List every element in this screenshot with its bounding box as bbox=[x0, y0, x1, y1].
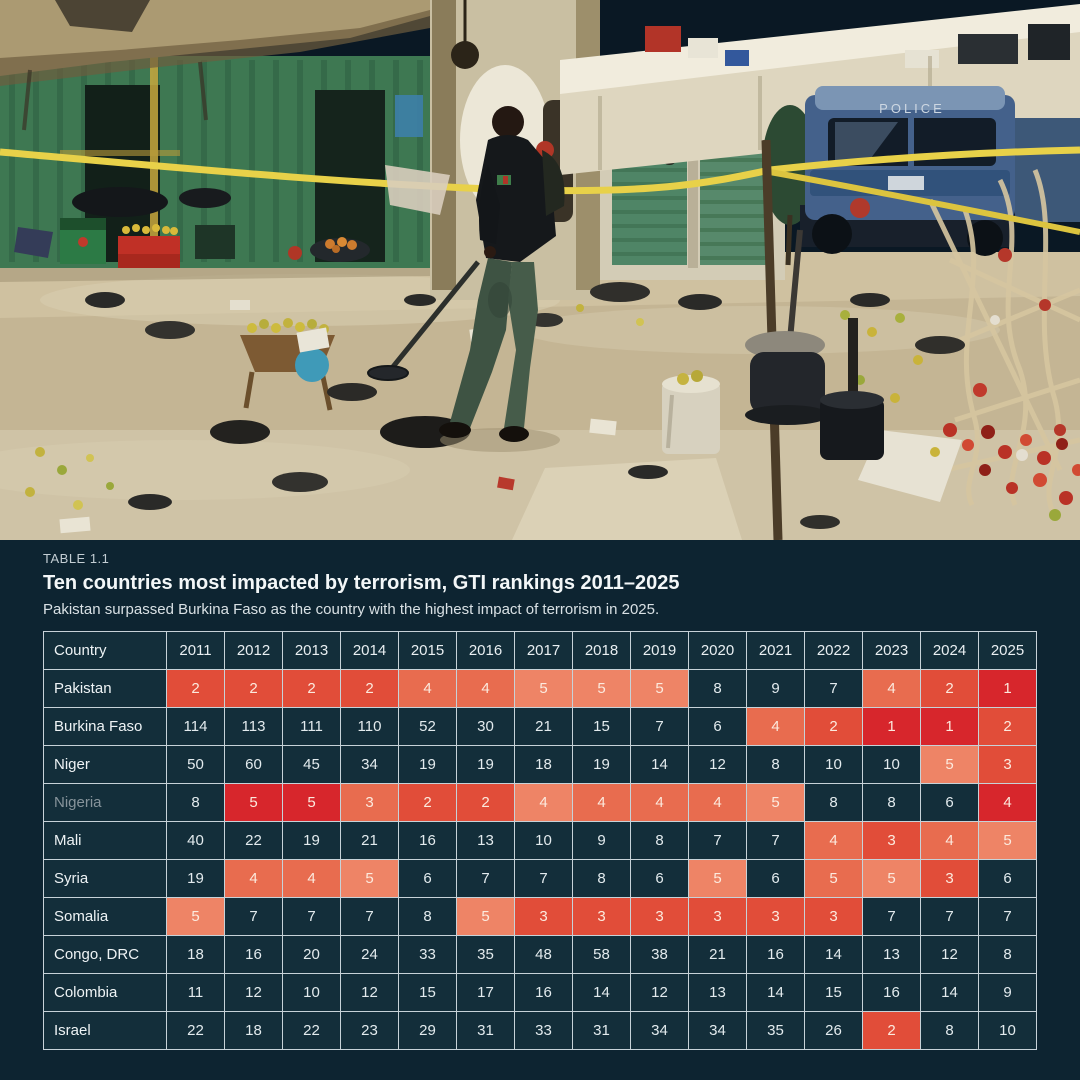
rank-cell: 13 bbox=[457, 822, 515, 860]
country-cell: Syria bbox=[44, 860, 167, 898]
rank-cell: 8 bbox=[747, 746, 805, 784]
rank-cell: 10 bbox=[515, 822, 573, 860]
rank-cell: 17 bbox=[457, 974, 515, 1012]
rank-cell: 15 bbox=[805, 974, 863, 1012]
rank-cell: 1 bbox=[979, 670, 1037, 708]
rank-cell: 21 bbox=[341, 822, 399, 860]
rank-cell: 8 bbox=[167, 784, 225, 822]
table-row bbox=[44, 708, 1037, 746]
rank-cell: 5 bbox=[805, 860, 863, 898]
rank-cell: 4 bbox=[283, 860, 341, 898]
rank-cell: 13 bbox=[863, 936, 921, 974]
rank-cell: 5 bbox=[515, 670, 573, 708]
year-column-header: 2020 bbox=[689, 632, 747, 670]
rank-cell: 9 bbox=[747, 670, 805, 708]
rank-cell: 14 bbox=[631, 746, 689, 784]
rank-cell: 33 bbox=[399, 936, 457, 974]
rank-cell: 33 bbox=[515, 1012, 573, 1050]
rank-cell: 8 bbox=[689, 670, 747, 708]
rank-cell: 8 bbox=[979, 936, 1037, 974]
rank-cell: 1 bbox=[863, 708, 921, 746]
rank-cell: 31 bbox=[457, 1012, 515, 1050]
table-row bbox=[44, 898, 1037, 936]
rank-cell: 19 bbox=[167, 860, 225, 898]
country-cell: Mali bbox=[44, 822, 167, 860]
rank-cell: 35 bbox=[457, 936, 515, 974]
rank-cell: 3 bbox=[341, 784, 399, 822]
rank-cell: 3 bbox=[979, 746, 1037, 784]
rank-cell: 3 bbox=[689, 898, 747, 936]
rank-cell: 34 bbox=[341, 746, 399, 784]
rank-cell: 4 bbox=[225, 860, 283, 898]
year-column-header: 2015 bbox=[399, 632, 457, 670]
rank-cell: 22 bbox=[225, 822, 283, 860]
rank-cell: 22 bbox=[167, 1012, 225, 1050]
table-row bbox=[44, 784, 1037, 822]
rank-cell: 8 bbox=[863, 784, 921, 822]
rank-cell: 2 bbox=[341, 670, 399, 708]
table-row bbox=[44, 1012, 1037, 1050]
year-column-header: 2011 bbox=[167, 632, 225, 670]
rank-cell: 7 bbox=[283, 898, 341, 936]
table-panel bbox=[0, 540, 1080, 1080]
rank-cell: 2 bbox=[921, 670, 979, 708]
table-row bbox=[44, 670, 1037, 708]
rank-cell: 4 bbox=[805, 822, 863, 860]
rank-cell: 2 bbox=[863, 1012, 921, 1050]
rank-cell: 11 bbox=[167, 974, 225, 1012]
rank-cell: 16 bbox=[515, 974, 573, 1012]
rank-cell: 111 bbox=[283, 708, 341, 746]
rank-cell: 16 bbox=[225, 936, 283, 974]
rank-cell: 5 bbox=[689, 860, 747, 898]
rank-cell: 7 bbox=[515, 860, 573, 898]
country-column-header: Country bbox=[44, 632, 167, 670]
rank-cell: 2 bbox=[805, 708, 863, 746]
rank-cell: 3 bbox=[515, 898, 573, 936]
rank-cell: 7 bbox=[631, 708, 689, 746]
rank-cell: 38 bbox=[631, 936, 689, 974]
rank-cell: 7 bbox=[457, 860, 515, 898]
rank-cell: 3 bbox=[863, 822, 921, 860]
year-column-header: 2023 bbox=[863, 632, 921, 670]
rankings-table bbox=[43, 631, 1037, 1050]
rank-cell: 8 bbox=[805, 784, 863, 822]
rank-cell: 7 bbox=[341, 898, 399, 936]
rank-cell: 3 bbox=[921, 860, 979, 898]
rank-cell: 4 bbox=[399, 670, 457, 708]
rank-cell: 19 bbox=[573, 746, 631, 784]
rank-cell: 21 bbox=[689, 936, 747, 974]
rank-cell: 18 bbox=[225, 1012, 283, 1050]
rank-cell: 6 bbox=[921, 784, 979, 822]
rank-cell: 10 bbox=[283, 974, 341, 1012]
rank-cell: 5 bbox=[283, 784, 341, 822]
rank-cell: 18 bbox=[515, 746, 573, 784]
year-column-header: 2024 bbox=[921, 632, 979, 670]
rank-cell: 114 bbox=[167, 708, 225, 746]
country-cell: Burkina Faso bbox=[44, 708, 167, 746]
rank-cell: 29 bbox=[399, 1012, 457, 1050]
police-truck-label: POLICE bbox=[879, 101, 945, 116]
rank-cell: 1 bbox=[921, 708, 979, 746]
page-subtitle: Pakistan surpassed Burkina Faso as the country with the highest impact of terrorism in 2025. bbox=[43, 601, 660, 618]
rank-cell: 5 bbox=[225, 784, 283, 822]
rank-cell: 20 bbox=[283, 936, 341, 974]
rank-cell: 7 bbox=[921, 898, 979, 936]
rank-cell: 4 bbox=[921, 822, 979, 860]
rank-cell: 6 bbox=[979, 860, 1037, 898]
rank-cell: 8 bbox=[631, 822, 689, 860]
table-row bbox=[44, 860, 1037, 898]
rank-cell: 4 bbox=[979, 784, 1037, 822]
rank-cell: 9 bbox=[573, 822, 631, 860]
rank-cell: 14 bbox=[573, 974, 631, 1012]
rank-cell: 14 bbox=[805, 936, 863, 974]
year-column-header: 2012 bbox=[225, 632, 283, 670]
rank-cell: 5 bbox=[979, 822, 1037, 860]
year-column-header: 2025 bbox=[979, 632, 1037, 670]
rank-cell: 5 bbox=[167, 898, 225, 936]
rank-cell: 7 bbox=[863, 898, 921, 936]
rank-cell: 7 bbox=[225, 898, 283, 936]
page-title: Ten countries most impacted by terrorism, GTI rankings 2011–2025 bbox=[43, 572, 680, 594]
rank-cell: 5 bbox=[747, 784, 805, 822]
rank-cell: 40 bbox=[167, 822, 225, 860]
rank-cell: 35 bbox=[747, 1012, 805, 1050]
rank-cell: 50 bbox=[167, 746, 225, 784]
rank-cell: 4 bbox=[457, 670, 515, 708]
rank-cell: 110 bbox=[341, 708, 399, 746]
rank-cell: 4 bbox=[689, 784, 747, 822]
rank-cell: 3 bbox=[631, 898, 689, 936]
rank-cell: 7 bbox=[689, 822, 747, 860]
rank-cell: 6 bbox=[631, 860, 689, 898]
table-row bbox=[44, 822, 1037, 860]
rank-cell: 16 bbox=[863, 974, 921, 1012]
table-body bbox=[44, 670, 1037, 1050]
rank-cell: 15 bbox=[573, 708, 631, 746]
country-cell: Somalia bbox=[44, 898, 167, 936]
year-column-header: 2017 bbox=[515, 632, 573, 670]
country-cell: Nigeria bbox=[44, 784, 167, 822]
country-cell: Congo, DRC bbox=[44, 936, 167, 974]
rank-cell: 8 bbox=[399, 898, 457, 936]
rank-cell: 21 bbox=[515, 708, 573, 746]
table-row bbox=[44, 746, 1037, 784]
rank-cell: 31 bbox=[573, 1012, 631, 1050]
rank-cell: 2 bbox=[167, 670, 225, 708]
rank-cell: 7 bbox=[805, 670, 863, 708]
rank-cell: 60 bbox=[225, 746, 283, 784]
rank-cell: 15 bbox=[399, 974, 457, 1012]
rank-cell: 6 bbox=[747, 860, 805, 898]
rank-cell: 6 bbox=[399, 860, 457, 898]
country-cell: Niger bbox=[44, 746, 167, 784]
rank-cell: 10 bbox=[805, 746, 863, 784]
country-cell: Pakistan bbox=[44, 670, 167, 708]
rank-cell: 8 bbox=[573, 860, 631, 898]
rank-cell: 10 bbox=[863, 746, 921, 784]
country-cell: Colombia bbox=[44, 974, 167, 1012]
year-column-header: 2014 bbox=[341, 632, 399, 670]
rank-cell: 3 bbox=[747, 898, 805, 936]
rank-cell: 22 bbox=[283, 1012, 341, 1050]
rank-cell: 2 bbox=[979, 708, 1037, 746]
rank-cell: 3 bbox=[573, 898, 631, 936]
rank-cell: 14 bbox=[921, 974, 979, 1012]
rank-cell: 8 bbox=[921, 1012, 979, 1050]
rank-cell: 2 bbox=[283, 670, 341, 708]
year-column-header: 2022 bbox=[805, 632, 863, 670]
rank-cell: 45 bbox=[283, 746, 341, 784]
rank-cell: 16 bbox=[399, 822, 457, 860]
year-column-header: 2013 bbox=[283, 632, 341, 670]
year-column-header: 2021 bbox=[747, 632, 805, 670]
rank-cell: 2 bbox=[225, 670, 283, 708]
table-row bbox=[44, 974, 1037, 1012]
rank-cell: 26 bbox=[805, 1012, 863, 1050]
rank-cell: 5 bbox=[457, 898, 515, 936]
rank-cell: 7 bbox=[747, 822, 805, 860]
rank-cell: 4 bbox=[631, 784, 689, 822]
rank-cell: 48 bbox=[515, 936, 573, 974]
rank-cell: 5 bbox=[921, 746, 979, 784]
table-number: TABLE 1.1 bbox=[43, 551, 110, 566]
rank-cell: 23 bbox=[341, 1012, 399, 1050]
rank-cell: 5 bbox=[341, 860, 399, 898]
table-row bbox=[44, 936, 1037, 974]
year-column-header: 2018 bbox=[573, 632, 631, 670]
rank-cell: 5 bbox=[863, 860, 921, 898]
rank-cell: 4 bbox=[747, 708, 805, 746]
rank-cell: 14 bbox=[747, 974, 805, 1012]
rank-cell: 10 bbox=[979, 1012, 1037, 1050]
rank-cell: 34 bbox=[689, 1012, 747, 1050]
rank-cell: 19 bbox=[457, 746, 515, 784]
rank-cell: 13 bbox=[689, 974, 747, 1012]
table-header bbox=[44, 632, 1037, 670]
rank-cell: 3 bbox=[805, 898, 863, 936]
rank-cell: 19 bbox=[399, 746, 457, 784]
rank-cell: 34 bbox=[631, 1012, 689, 1050]
year-column-header: 2016 bbox=[457, 632, 515, 670]
rank-cell: 58 bbox=[573, 936, 631, 974]
rank-cell: 9 bbox=[979, 974, 1037, 1012]
rank-cell: 2 bbox=[457, 784, 515, 822]
header-row bbox=[44, 632, 1037, 670]
rank-cell: 2 bbox=[399, 784, 457, 822]
rank-cell: 12 bbox=[689, 746, 747, 784]
country-cell: Israel bbox=[44, 1012, 167, 1050]
rank-cell: 24 bbox=[341, 936, 399, 974]
rank-cell: 4 bbox=[573, 784, 631, 822]
rank-cell: 113 bbox=[225, 708, 283, 746]
rank-cell: 7 bbox=[979, 898, 1037, 936]
rank-cell: 4 bbox=[863, 670, 921, 708]
rank-cell: 12 bbox=[341, 974, 399, 1012]
rank-cell: 19 bbox=[283, 822, 341, 860]
rank-cell: 30 bbox=[457, 708, 515, 746]
rank-cell: 16 bbox=[747, 936, 805, 974]
rank-cell: 5 bbox=[631, 670, 689, 708]
rank-cell: 4 bbox=[515, 784, 573, 822]
year-column-header: 2019 bbox=[631, 632, 689, 670]
rank-cell: 52 bbox=[399, 708, 457, 746]
rank-cell: 6 bbox=[689, 708, 747, 746]
rank-cell: 12 bbox=[225, 974, 283, 1012]
rank-cell: 12 bbox=[921, 936, 979, 974]
rank-cell: 5 bbox=[573, 670, 631, 708]
rank-cell: 12 bbox=[631, 974, 689, 1012]
rank-cell: 18 bbox=[167, 936, 225, 974]
